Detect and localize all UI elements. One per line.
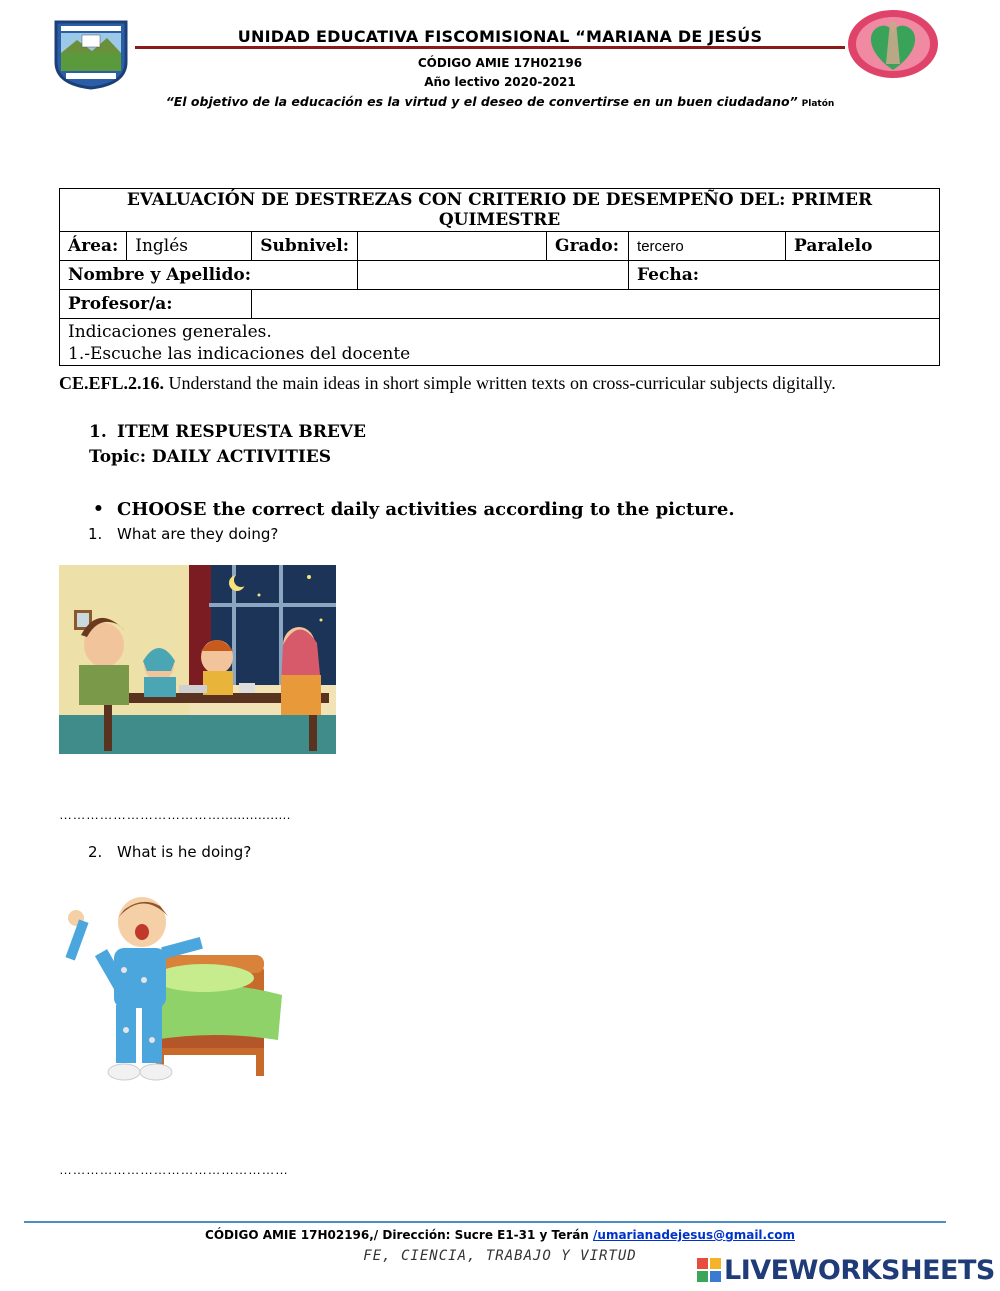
criterion xyxy=(59,373,836,394)
subnivel-field[interactable] xyxy=(358,232,547,261)
answer-line-1[interactable]: ………………………………................. xyxy=(59,807,291,822)
family-dinner-picture xyxy=(59,565,336,754)
quote-text: “El objetivo de la educación es la virtud y el deseo de convertirse en un buen ciudadano” xyxy=(165,94,798,109)
footer-address xyxy=(0,1228,1000,1242)
area-label: Área: xyxy=(60,232,127,261)
footer-email-link[interactable]: /umarianadejesus@gmail.com xyxy=(593,1228,795,1242)
area-value[interactable]: Inglés xyxy=(127,232,252,261)
school-name: UNIDAD EDUCATIVA FISCOMISIONAL “MARIANA DE JESÚS xyxy=(237,27,763,46)
criterion-text: Understand the main ideas in short simple written texts on cross-curricular subjects digitally. xyxy=(164,373,836,393)
subnivel-label: Subnivel: xyxy=(252,232,358,261)
quote-author: Platón xyxy=(801,99,835,109)
school-motto: FE, CIENCIA, TRABAJO Y VIRTUD xyxy=(363,1248,637,1264)
header-quote xyxy=(0,94,1000,109)
header-divider xyxy=(135,46,845,49)
question-1-number: 1. xyxy=(88,525,103,543)
paralelo-label: Paralelo xyxy=(786,232,940,261)
section-number: 1. xyxy=(89,422,107,442)
footer-divider xyxy=(24,1221,946,1223)
boy-waking-up-picture xyxy=(64,880,286,1090)
grado-label: Grado: xyxy=(547,232,629,261)
question-2-number: 2. xyxy=(88,843,103,861)
criterion-code: CE.EFL.2.16. xyxy=(59,373,165,393)
evaluation-info-table xyxy=(59,188,940,366)
footer-address-text: CÓDIGO AMIE 17H02196,/ Dirección: Sucre E1-31 y Terán xyxy=(205,1228,594,1242)
liveworksheets-logo-icon xyxy=(697,1258,721,1282)
grado-value[interactable]: tercero xyxy=(629,232,786,261)
school-year: Año lectivo 2020-2021 xyxy=(424,75,576,89)
section-title: ITEM RESPUESTA BREVE xyxy=(117,422,366,442)
nombre-field[interactable] xyxy=(358,261,629,290)
question-1-text: What are they doing? xyxy=(117,525,279,543)
evaluation-title: EVALUACIÓN DE DESTREZAS CON CRITERIO DE DESEMPEÑO DEL: PRIMER QUIMESTRE xyxy=(60,189,940,232)
instructions-item: 1.-Escuche las indicaciones del docente xyxy=(68,344,411,364)
liveworksheets-brand[interactable]: LIVEWORKSHEETS xyxy=(724,1255,995,1286)
question-2-text: What is he doing? xyxy=(117,843,252,861)
nombre-label: Nombre y Apellido: xyxy=(60,261,358,290)
instructions-heading: Indicaciones generales. xyxy=(68,322,272,342)
bullet-icon: • xyxy=(93,499,104,519)
school-code: CÓDIGO AMIE 17H02196 xyxy=(417,56,583,70)
profesor-field[interactable] xyxy=(252,290,940,319)
fecha-label: Fecha: xyxy=(629,261,940,290)
profesor-label: Profesor/a: xyxy=(60,290,252,319)
instructions-cell xyxy=(60,319,940,366)
instruction-text: CHOOSE the correct daily activities according to the picture. xyxy=(117,499,735,520)
answer-line-2[interactable]: …………………………………………… xyxy=(59,1162,289,1177)
section-topic: Topic: DAILY ACTIVITIES xyxy=(89,447,332,467)
